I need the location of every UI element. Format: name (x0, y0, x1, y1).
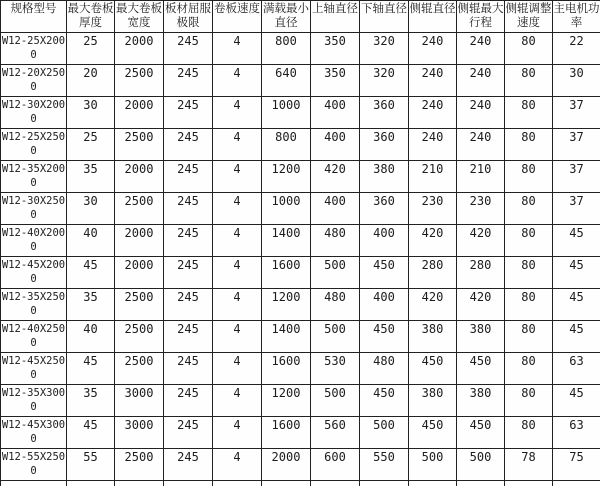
value-cell: 80 (505, 257, 553, 289)
value-cell: 500 (360, 417, 409, 449)
column-header-side-roller: 侧辊直径 (409, 1, 457, 33)
value-cell: 37 (553, 129, 600, 161)
value-cell: 2000 (115, 161, 164, 193)
table-row (1, 161, 600, 193)
model-cell: W12-35X2000 (1, 161, 67, 193)
value-cell: 4 (213, 33, 262, 65)
value-cell: 37 (553, 193, 600, 225)
value-cell: 450 (360, 385, 409, 417)
value-cell: 20 (67, 65, 115, 97)
value-cell: 500 (311, 321, 360, 353)
value-cell: 380 (409, 321, 457, 353)
value-cell: 35 (67, 161, 115, 193)
empty-cell (457, 481, 505, 486)
table-row (1, 65, 600, 97)
value-cell: 240 (409, 65, 457, 97)
value-cell: 320 (360, 33, 409, 65)
empty-cell (505, 481, 553, 486)
column-header-lower-shaft: 下轴直径 (360, 1, 409, 33)
value-cell: 40 (67, 225, 115, 257)
table-row (1, 33, 600, 65)
value-cell: 80 (505, 161, 553, 193)
empty-cell (164, 481, 213, 486)
value-cell: 1400 (262, 321, 311, 353)
value-cell: 280 (409, 257, 457, 289)
value-cell: 500 (457, 449, 505, 481)
value-cell: 1600 (262, 257, 311, 289)
table-row (1, 417, 600, 449)
value-cell: 245 (164, 289, 213, 321)
value-cell: 63 (553, 417, 600, 449)
table-row (1, 193, 600, 225)
value-cell: 550 (360, 449, 409, 481)
value-cell: 80 (505, 33, 553, 65)
value-cell: 245 (164, 353, 213, 385)
value-cell: 4 (213, 289, 262, 321)
value-cell: 420 (311, 161, 360, 193)
value-cell: 80 (505, 321, 553, 353)
model-cell: W12-35X3000 (1, 385, 67, 417)
empty-cell (553, 481, 600, 486)
value-cell: 3000 (115, 385, 164, 417)
value-cell: 210 (457, 161, 505, 193)
value-cell: 480 (311, 225, 360, 257)
table-header (1, 1, 600, 33)
value-cell: 4 (213, 97, 262, 129)
value-cell: 400 (311, 97, 360, 129)
value-cell: 4 (213, 193, 262, 225)
header-row (1, 1, 600, 33)
table-row (1, 449, 600, 481)
value-cell: 78 (505, 449, 553, 481)
value-cell: 45 (553, 225, 600, 257)
value-cell: 2500 (115, 449, 164, 481)
value-cell: 80 (505, 289, 553, 321)
table-row (1, 353, 600, 385)
value-cell: 30 (67, 193, 115, 225)
column-header-rolling-speed: 卷板速度 (213, 1, 262, 33)
value-cell: 2500 (115, 353, 164, 385)
value-cell: 30 (67, 97, 115, 129)
value-cell: 560 (311, 417, 360, 449)
value-cell: 45 (553, 289, 600, 321)
empty-cell (1, 481, 67, 486)
value-cell: 800 (262, 33, 311, 65)
empty-cell (213, 481, 262, 486)
value-cell: 350 (311, 65, 360, 97)
value-cell: 80 (505, 353, 553, 385)
value-cell: 2500 (115, 321, 164, 353)
value-cell: 80 (505, 417, 553, 449)
value-cell: 245 (164, 417, 213, 449)
model-cell: W12-30X2000 (1, 97, 67, 129)
value-cell: 380 (360, 161, 409, 193)
model-cell: W12-45X2000 (1, 257, 67, 289)
value-cell: 800 (262, 129, 311, 161)
value-cell: 245 (164, 193, 213, 225)
empty-cell (67, 481, 115, 486)
value-cell: 2500 (115, 65, 164, 97)
value-cell: 420 (457, 289, 505, 321)
value-cell: 37 (553, 97, 600, 129)
value-cell: 360 (360, 129, 409, 161)
value-cell: 320 (360, 65, 409, 97)
table-row (1, 289, 600, 321)
value-cell: 75 (553, 449, 600, 481)
empty-cell (115, 481, 164, 486)
value-cell: 600 (311, 449, 360, 481)
value-cell: 45 (553, 257, 600, 289)
model-cell: W12-40X2500 (1, 321, 67, 353)
value-cell: 420 (409, 289, 457, 321)
value-cell: 80 (505, 97, 553, 129)
value-cell: 4 (213, 321, 262, 353)
value-cell: 500 (311, 257, 360, 289)
value-cell: 245 (164, 129, 213, 161)
column-header-upper-shaft: 上轴直径 (311, 1, 360, 33)
model-cell: W12-35X2500 (1, 289, 67, 321)
value-cell: 1200 (262, 289, 311, 321)
value-cell: 45 (553, 385, 600, 417)
value-cell: 80 (505, 385, 553, 417)
value-cell: 80 (505, 225, 553, 257)
value-cell: 2000 (262, 449, 311, 481)
value-cell: 210 (409, 161, 457, 193)
value-cell: 240 (457, 97, 505, 129)
value-cell: 1200 (262, 161, 311, 193)
model-cell: W12-30X2500 (1, 193, 67, 225)
model-cell: W12-45X3000 (1, 417, 67, 449)
value-cell: 230 (409, 193, 457, 225)
column-header-max-thickness: 最大卷板厚度 (67, 1, 115, 33)
column-header-motor-power: 主电机功率 (553, 1, 600, 33)
value-cell: 480 (311, 289, 360, 321)
table-row (1, 385, 600, 417)
value-cell: 350 (311, 33, 360, 65)
value-cell: 4 (213, 257, 262, 289)
value-cell: 360 (360, 97, 409, 129)
value-cell: 37 (553, 161, 600, 193)
value-cell: 25 (67, 33, 115, 65)
value-cell: 1000 (262, 97, 311, 129)
value-cell: 1600 (262, 353, 311, 385)
value-cell: 400 (311, 193, 360, 225)
model-cell: W12-25X2500 (1, 129, 67, 161)
value-cell: 3000 (115, 417, 164, 449)
value-cell: 80 (505, 193, 553, 225)
value-cell: 30 (553, 65, 600, 97)
empty-cell (262, 481, 311, 486)
value-cell: 2000 (115, 225, 164, 257)
value-cell: 240 (409, 97, 457, 129)
value-cell: 80 (505, 65, 553, 97)
value-cell: 400 (360, 289, 409, 321)
value-cell: 4 (213, 129, 262, 161)
value-cell: 400 (311, 129, 360, 161)
value-cell: 22 (553, 33, 600, 65)
value-cell: 240 (457, 65, 505, 97)
table-row (1, 321, 600, 353)
value-cell: 2000 (115, 33, 164, 65)
value-cell: 380 (457, 385, 505, 417)
partial-empty-row (1, 481, 600, 486)
table-body (1, 33, 600, 486)
column-header-side-roller-adjust-speed: 侧辊调整速度 (505, 1, 553, 33)
value-cell: 500 (409, 449, 457, 481)
model-cell: W12-20X2500 (1, 65, 67, 97)
value-cell: 245 (164, 385, 213, 417)
value-cell: 2000 (115, 257, 164, 289)
model-cell: W12-45X2500 (1, 353, 67, 385)
value-cell: 245 (164, 33, 213, 65)
value-cell: 450 (360, 257, 409, 289)
value-cell: 1200 (262, 385, 311, 417)
value-cell: 2000 (115, 97, 164, 129)
value-cell: 240 (409, 33, 457, 65)
value-cell: 280 (457, 257, 505, 289)
value-cell: 45 (67, 353, 115, 385)
value-cell: 245 (164, 257, 213, 289)
value-cell: 230 (457, 193, 505, 225)
table-row (1, 129, 600, 161)
value-cell: 450 (409, 353, 457, 385)
value-cell: 55 (67, 449, 115, 481)
table-row (1, 225, 600, 257)
model-cell: W12-25X2000 (1, 33, 67, 65)
value-cell: 360 (360, 193, 409, 225)
value-cell: 45 (67, 257, 115, 289)
table-row (1, 97, 600, 129)
value-cell: 45 (67, 417, 115, 449)
column-header-model: 规格型号 (1, 1, 67, 33)
table-row (1, 257, 600, 289)
column-header-yield-limit: 板材屈服极限 (164, 1, 213, 33)
value-cell: 4 (213, 353, 262, 385)
value-cell: 245 (164, 97, 213, 129)
value-cell: 25 (67, 129, 115, 161)
value-cell: 240 (409, 129, 457, 161)
value-cell: 2500 (115, 129, 164, 161)
value-cell: 63 (553, 353, 600, 385)
value-cell: 450 (360, 321, 409, 353)
value-cell: 1400 (262, 225, 311, 257)
value-cell: 400 (360, 225, 409, 257)
model-cell: W12-40X2000 (1, 225, 67, 257)
value-cell: 45 (553, 321, 600, 353)
value-cell: 4 (213, 449, 262, 481)
value-cell: 1600 (262, 417, 311, 449)
value-cell: 80 (505, 129, 553, 161)
model-cell: W12-55X2500 (1, 449, 67, 481)
value-cell: 450 (457, 417, 505, 449)
value-cell: 245 (164, 225, 213, 257)
value-cell: 380 (457, 321, 505, 353)
value-cell: 245 (164, 161, 213, 193)
value-cell: 4 (213, 65, 262, 97)
value-cell: 420 (409, 225, 457, 257)
empty-cell (360, 481, 409, 486)
value-cell: 640 (262, 65, 311, 97)
value-cell: 240 (457, 129, 505, 161)
value-cell: 240 (457, 33, 505, 65)
empty-cell (311, 481, 360, 486)
value-cell: 40 (67, 321, 115, 353)
value-cell: 245 (164, 321, 213, 353)
value-cell: 35 (67, 289, 115, 321)
value-cell: 2500 (115, 289, 164, 321)
value-cell: 380 (409, 385, 457, 417)
value-cell: 245 (164, 65, 213, 97)
value-cell: 1000 (262, 193, 311, 225)
value-cell: 2500 (115, 193, 164, 225)
value-cell: 35 (67, 385, 115, 417)
value-cell: 500 (311, 385, 360, 417)
column-header-min-diameter: 满载最小直径 (262, 1, 311, 33)
empty-cell (409, 481, 457, 486)
column-header-side-roller-stroke: 侧辊最大行程 (457, 1, 505, 33)
column-header-max-width: 最大卷板宽度 (115, 1, 164, 33)
value-cell: 530 (311, 353, 360, 385)
value-cell: 4 (213, 161, 262, 193)
value-cell: 4 (213, 225, 262, 257)
value-cell: 245 (164, 449, 213, 481)
value-cell: 420 (457, 225, 505, 257)
value-cell: 4 (213, 385, 262, 417)
value-cell: 4 (213, 417, 262, 449)
value-cell: 450 (457, 353, 505, 385)
value-cell: 480 (360, 353, 409, 385)
value-cell: 450 (409, 417, 457, 449)
